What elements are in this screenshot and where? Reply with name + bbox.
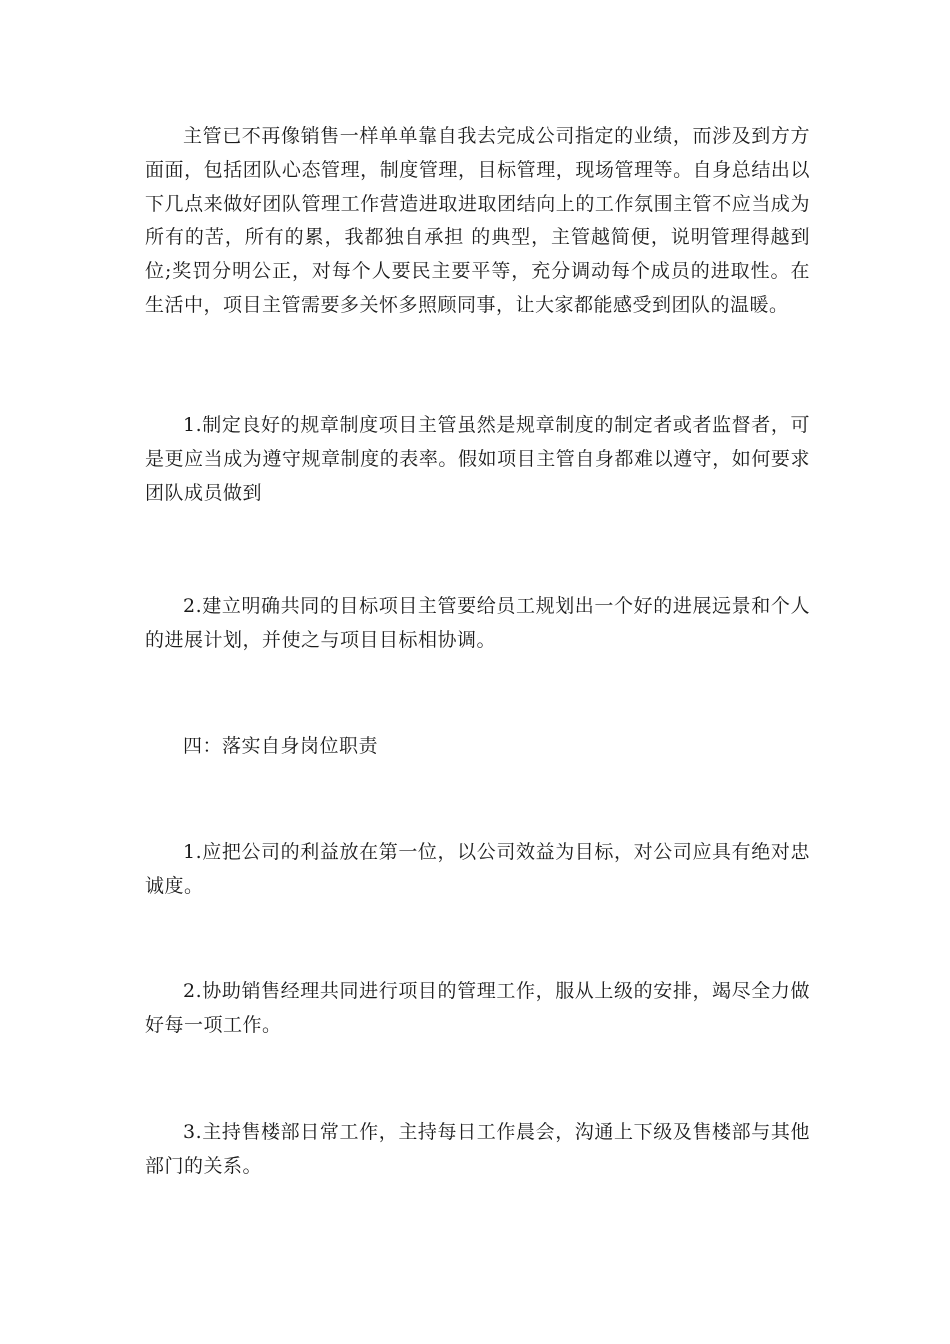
paragraph-duty-3: 3.主持售楼部日常工作，主持每日工作晨会，沟通上下级及售楼部与其他部门的关系。 xyxy=(145,1121,810,1177)
paragraph-duty-1: 1.应把公司的利益放在第一位，以公司效益为目标，对公司应具有绝对忠诚度。 xyxy=(145,841,810,897)
section-heading-duties: 四：落实自身岗位职责 xyxy=(183,735,379,757)
paragraph-duty-2: 2.协助销售经理共同进行项目的管理工作，服从上级的安排，竭尽全力做好每一项工作。 xyxy=(145,980,810,1036)
paragraph-team-management: 主管已不再像销售一样单单靠自我去完成公司指定的业绩，而涉及到方方面面，包括团队心态管理，制度管理，目标管理，现场管理等。自身总结出以下几点来做好团队管理工作营造进取进取团结向上的工作氛围主管不应当成为 所有的苦，所有的累，我都独自承担 的典型，主管越简便，说明管理得越到位;奖罚分明公正，对每个人要民主要平等，充分调动每个成员的进取性。在生活中，项目主管需要多关怀多照顾同事，让大家都能感受到团队的温暖。 xyxy=(145,125,810,316)
paragraph-rules-system: 1.制定良好的规章制度项目主管虽然是规章制度的制定者或者监督者，可是更应当成为遵守规章制度的表率。假如项目主管自身都难以遵守，如何要求团队成员做到 xyxy=(145,414,810,504)
paragraph-common-goals: 2.建立明确共同的目标项目主管要给员工规划出一个好的进展远景和个人的进展计划，并使之与项目目标相协调。 xyxy=(145,595,810,651)
